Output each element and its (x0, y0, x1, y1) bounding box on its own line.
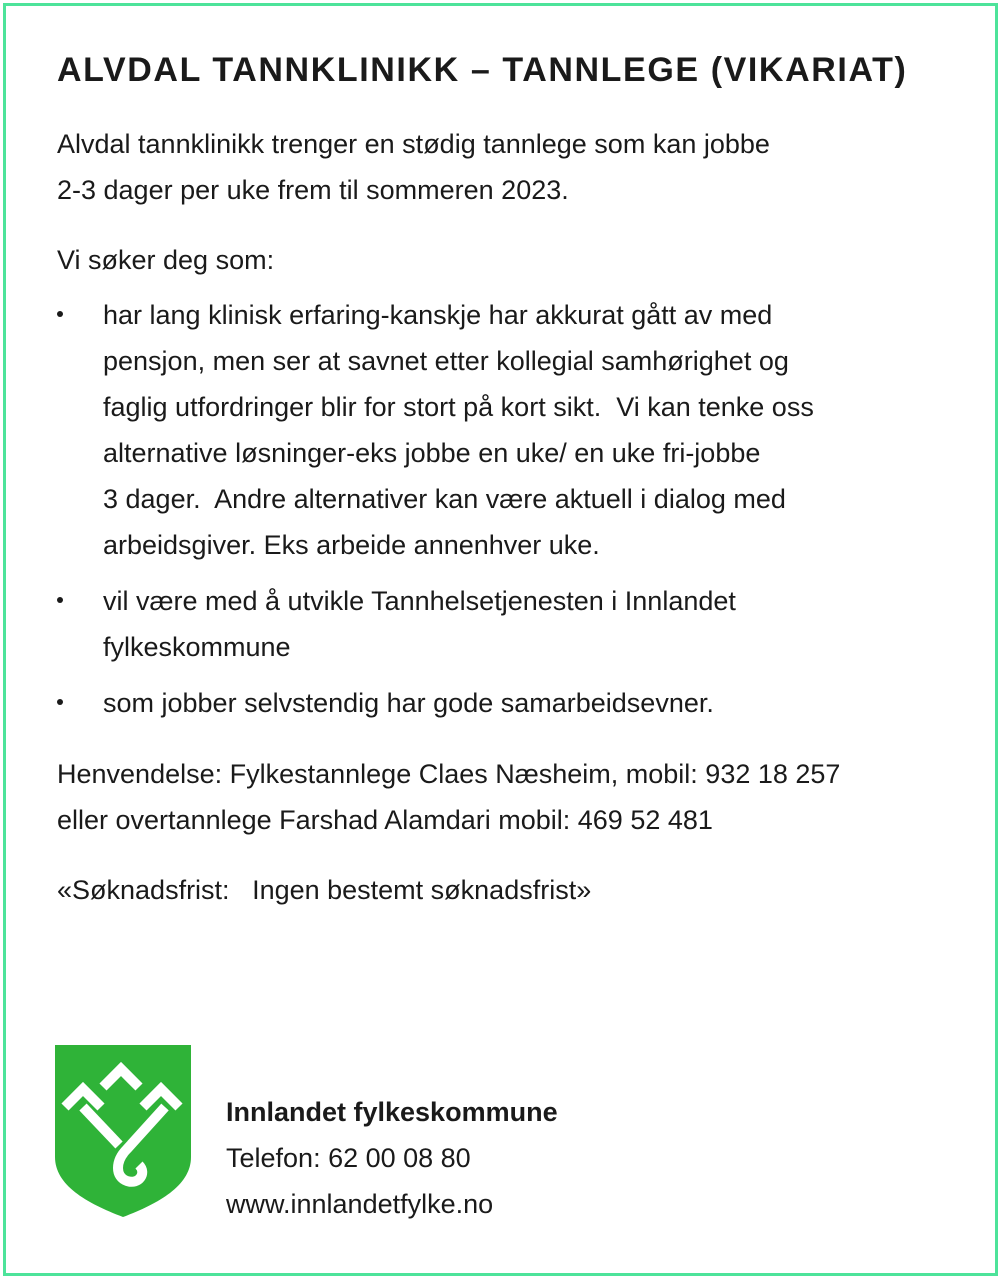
list-item-line: pensjon, men ser at savnet etter kollegial samhørighet og (103, 346, 789, 376)
bullet-icon (57, 597, 63, 603)
organization-info (226, 1089, 558, 1227)
contact-info (57, 751, 957, 843)
organization-name: Innlandet fylkeskommune (226, 1097, 558, 1127)
intro-paragraph (57, 121, 957, 213)
list-item-line: 3 dager. Andre alternativer kan være aktuell i dialog med (103, 484, 786, 514)
intro-line: 2-3 dager per uke frem til sommeren 2023. (57, 175, 569, 205)
requirements-list (57, 292, 957, 726)
list-item-line: alternative løsninger-eks jobbe en uke/ en uke fri-jobbe (103, 438, 761, 468)
organization-website[interactable]: www.innlandetfylke.no (226, 1189, 494, 1219)
list-item-line: har lang klinisk erfaring-kanskje har akkurat gått av med (103, 300, 773, 330)
intro-line: Alvdal tannklinikk trenger en stødig tannlege som kan jobbe (57, 129, 770, 159)
list-item-line: som jobber selvstendig har gode samarbeidsevner. (103, 688, 714, 718)
seeking-heading: Vi søker deg som: (57, 245, 275, 275)
list-item-line: arbeidsgiver. Eks arbeide annenhver uke. (103, 530, 600, 560)
list-item (57, 292, 957, 568)
list-item (57, 680, 957, 726)
bullet-icon (57, 699, 63, 705)
application-deadline: «Søknadsfrist: Ingen bestemt søknadsfrist» (57, 875, 592, 905)
county-shield-icon (55, 1045, 191, 1217)
page-title: ALVDAL TANNKLINIKK – TANNLEGE (VIKARIAT) (57, 51, 908, 89)
list-item-line: faglig utfordringer blir for stort på kort sikt. Vi kan tenke oss (103, 392, 814, 422)
bullet-icon (57, 311, 63, 317)
list-item-line: vil være med å utvikle Tannhelsetjenesten i Innlandet (103, 586, 736, 616)
contact-line: eller overtannlege Farshad Alamdari mobil: 469 52 481 (57, 805, 713, 835)
contact-line: Henvendelse: Fylkestannlege Claes Næsheim, mobil: 932 18 257 (57, 759, 841, 789)
organization-phone: Telefon: 62 00 08 80 (226, 1143, 471, 1173)
list-item-line: fylkeskommune (103, 632, 291, 662)
list-item (57, 578, 957, 670)
